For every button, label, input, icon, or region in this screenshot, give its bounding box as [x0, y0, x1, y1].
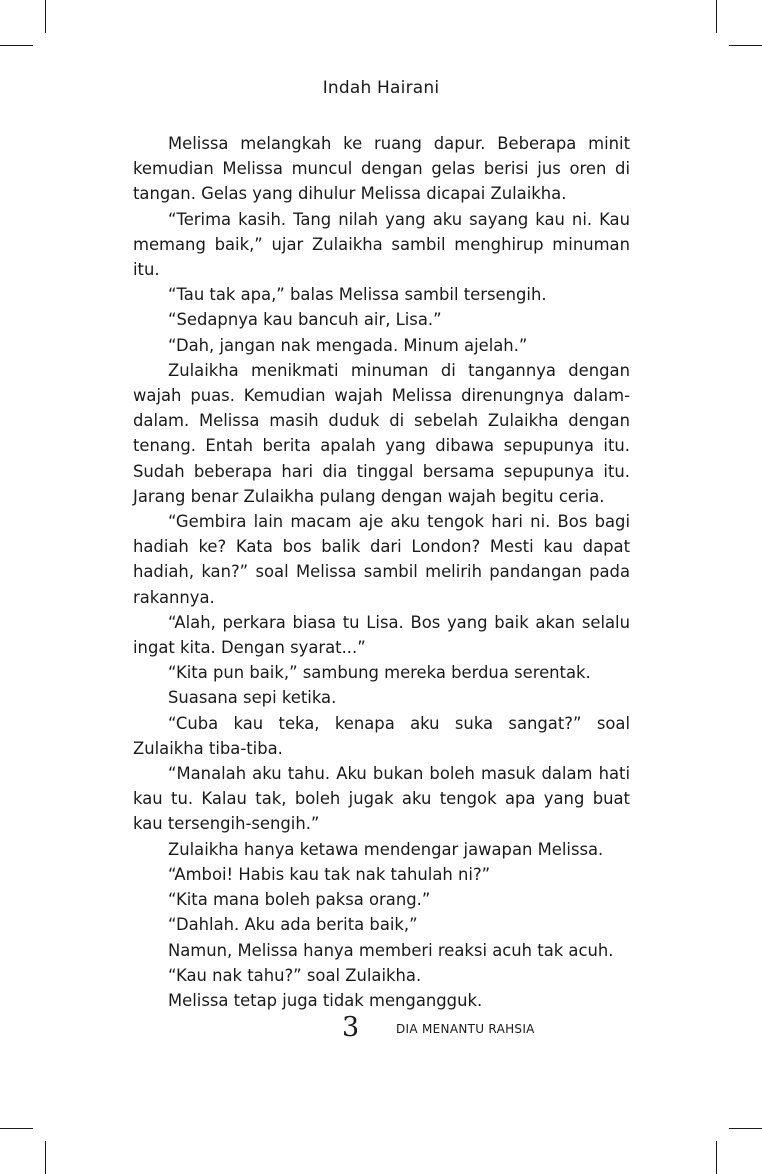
paragraph: “Terima kasih. Tang nilah yang aku sayang kau ni. Kau memang baik,” ujar Zulaikha sambil menghirup minuman itu.: [133, 209, 630, 280]
paragraph: “Alah, perkara biasa tu Lisa. Bos yang baik akan selalu ingat kita. Dengan syarat...”: [133, 612, 630, 658]
crop-mark-bottom-right-vertical: [716, 1141, 717, 1174]
paragraph: “Kita mana boleh paksa orang.”: [168, 890, 431, 910]
paragraph: Melissa melangkah ke ruang dapur. Beberapa minit kemudian Melissa muncul dengan gelas berisi jus oren di tangan. Gelas yang dihulur Melissa dicapai Zulaikha.: [133, 134, 630, 204]
paragraph: “Tau tak apa,” balas Melissa sambil tersengih.: [168, 285, 547, 305]
paragraph: Melissa tetap juga tidak mengangguk.: [168, 990, 483, 1010]
running-header-author: Indah Hairani: [322, 78, 440, 98]
crop-mark-bottom-left-horizontal: [0, 1128, 33, 1129]
paragraph: “Amboi! Habis kau tak nak tahulah ni?”: [168, 864, 491, 884]
crop-mark-top-left-horizontal: [0, 45, 33, 46]
paragraph: “Kau nak tahu?” soal Zulaikha.: [168, 965, 422, 985]
paragraph: “Manalah aku tahu. Aku bukan boleh masuk dalam hati kau tu. Kalau tak, boleh jugak aku tengok apa yang buat kau tersengih-sengih.”: [133, 764, 630, 834]
crop-mark-top-right-horizontal: [729, 45, 762, 46]
page-footer: [0, 1012, 762, 1048]
body-text: [133, 131, 630, 1013]
paragraph: Suasana sepi ketika.: [168, 688, 337, 708]
paragraph: “Sedapnya kau bancuh air, Lisa.”: [168, 310, 442, 330]
paragraph: “Dah, jangan nak mengada. Minum ajelah.”: [168, 335, 528, 355]
crop-mark-bottom-left-vertical: [45, 1141, 46, 1174]
crop-mark-bottom-right-horizontal: [729, 1128, 762, 1129]
paragraph: “Kita pun baik,” sambung mereka berdua serentak.: [168, 663, 591, 683]
paragraph: Zulaikha menikmati minuman di tangannya dengan wajah puas. Kemudian wajah Melissa direnungnya dalam-dalam. Melissa masih duduk di sebelah Zulaikha dengan tenang. Entah berita apalah yang dibawa sepupunya itu. Sudah beberapa hari dia tinggal bersama sepupunya itu. Jarang benar Zulaikha pulang dengan wajah begitu ceria.: [133, 360, 630, 506]
running-footer-book-title: DIA MENANTU RAHSIA: [396, 1022, 535, 1036]
paragraph: Namun, Melissa hanya memberi reaksi acuh tak acuh.: [168, 940, 614, 960]
paragraph: “Cuba kau teka, kenapa aku suka sangat?” soal Zulaikha tiba-tiba.: [133, 713, 630, 758]
crop-mark-top-right-vertical: [716, 0, 717, 33]
paragraph: “Gembira lain macam aje aku tengok hari ni. Bos bagi hadiah ke? Kata bos balik dari London? Mesti kau dapat hadiah, kan?” soal Melissa sambil melirih pandangan pada rakannya.: [133, 512, 630, 607]
paragraph: “Dahlah. Aku ada berita baik,”: [168, 915, 418, 935]
crop-mark-top-left-vertical: [45, 0, 46, 33]
paragraph: Zulaikha hanya ketawa mendengar jawapan Melissa.: [168, 839, 604, 859]
page-number: 3: [342, 1012, 360, 1043]
